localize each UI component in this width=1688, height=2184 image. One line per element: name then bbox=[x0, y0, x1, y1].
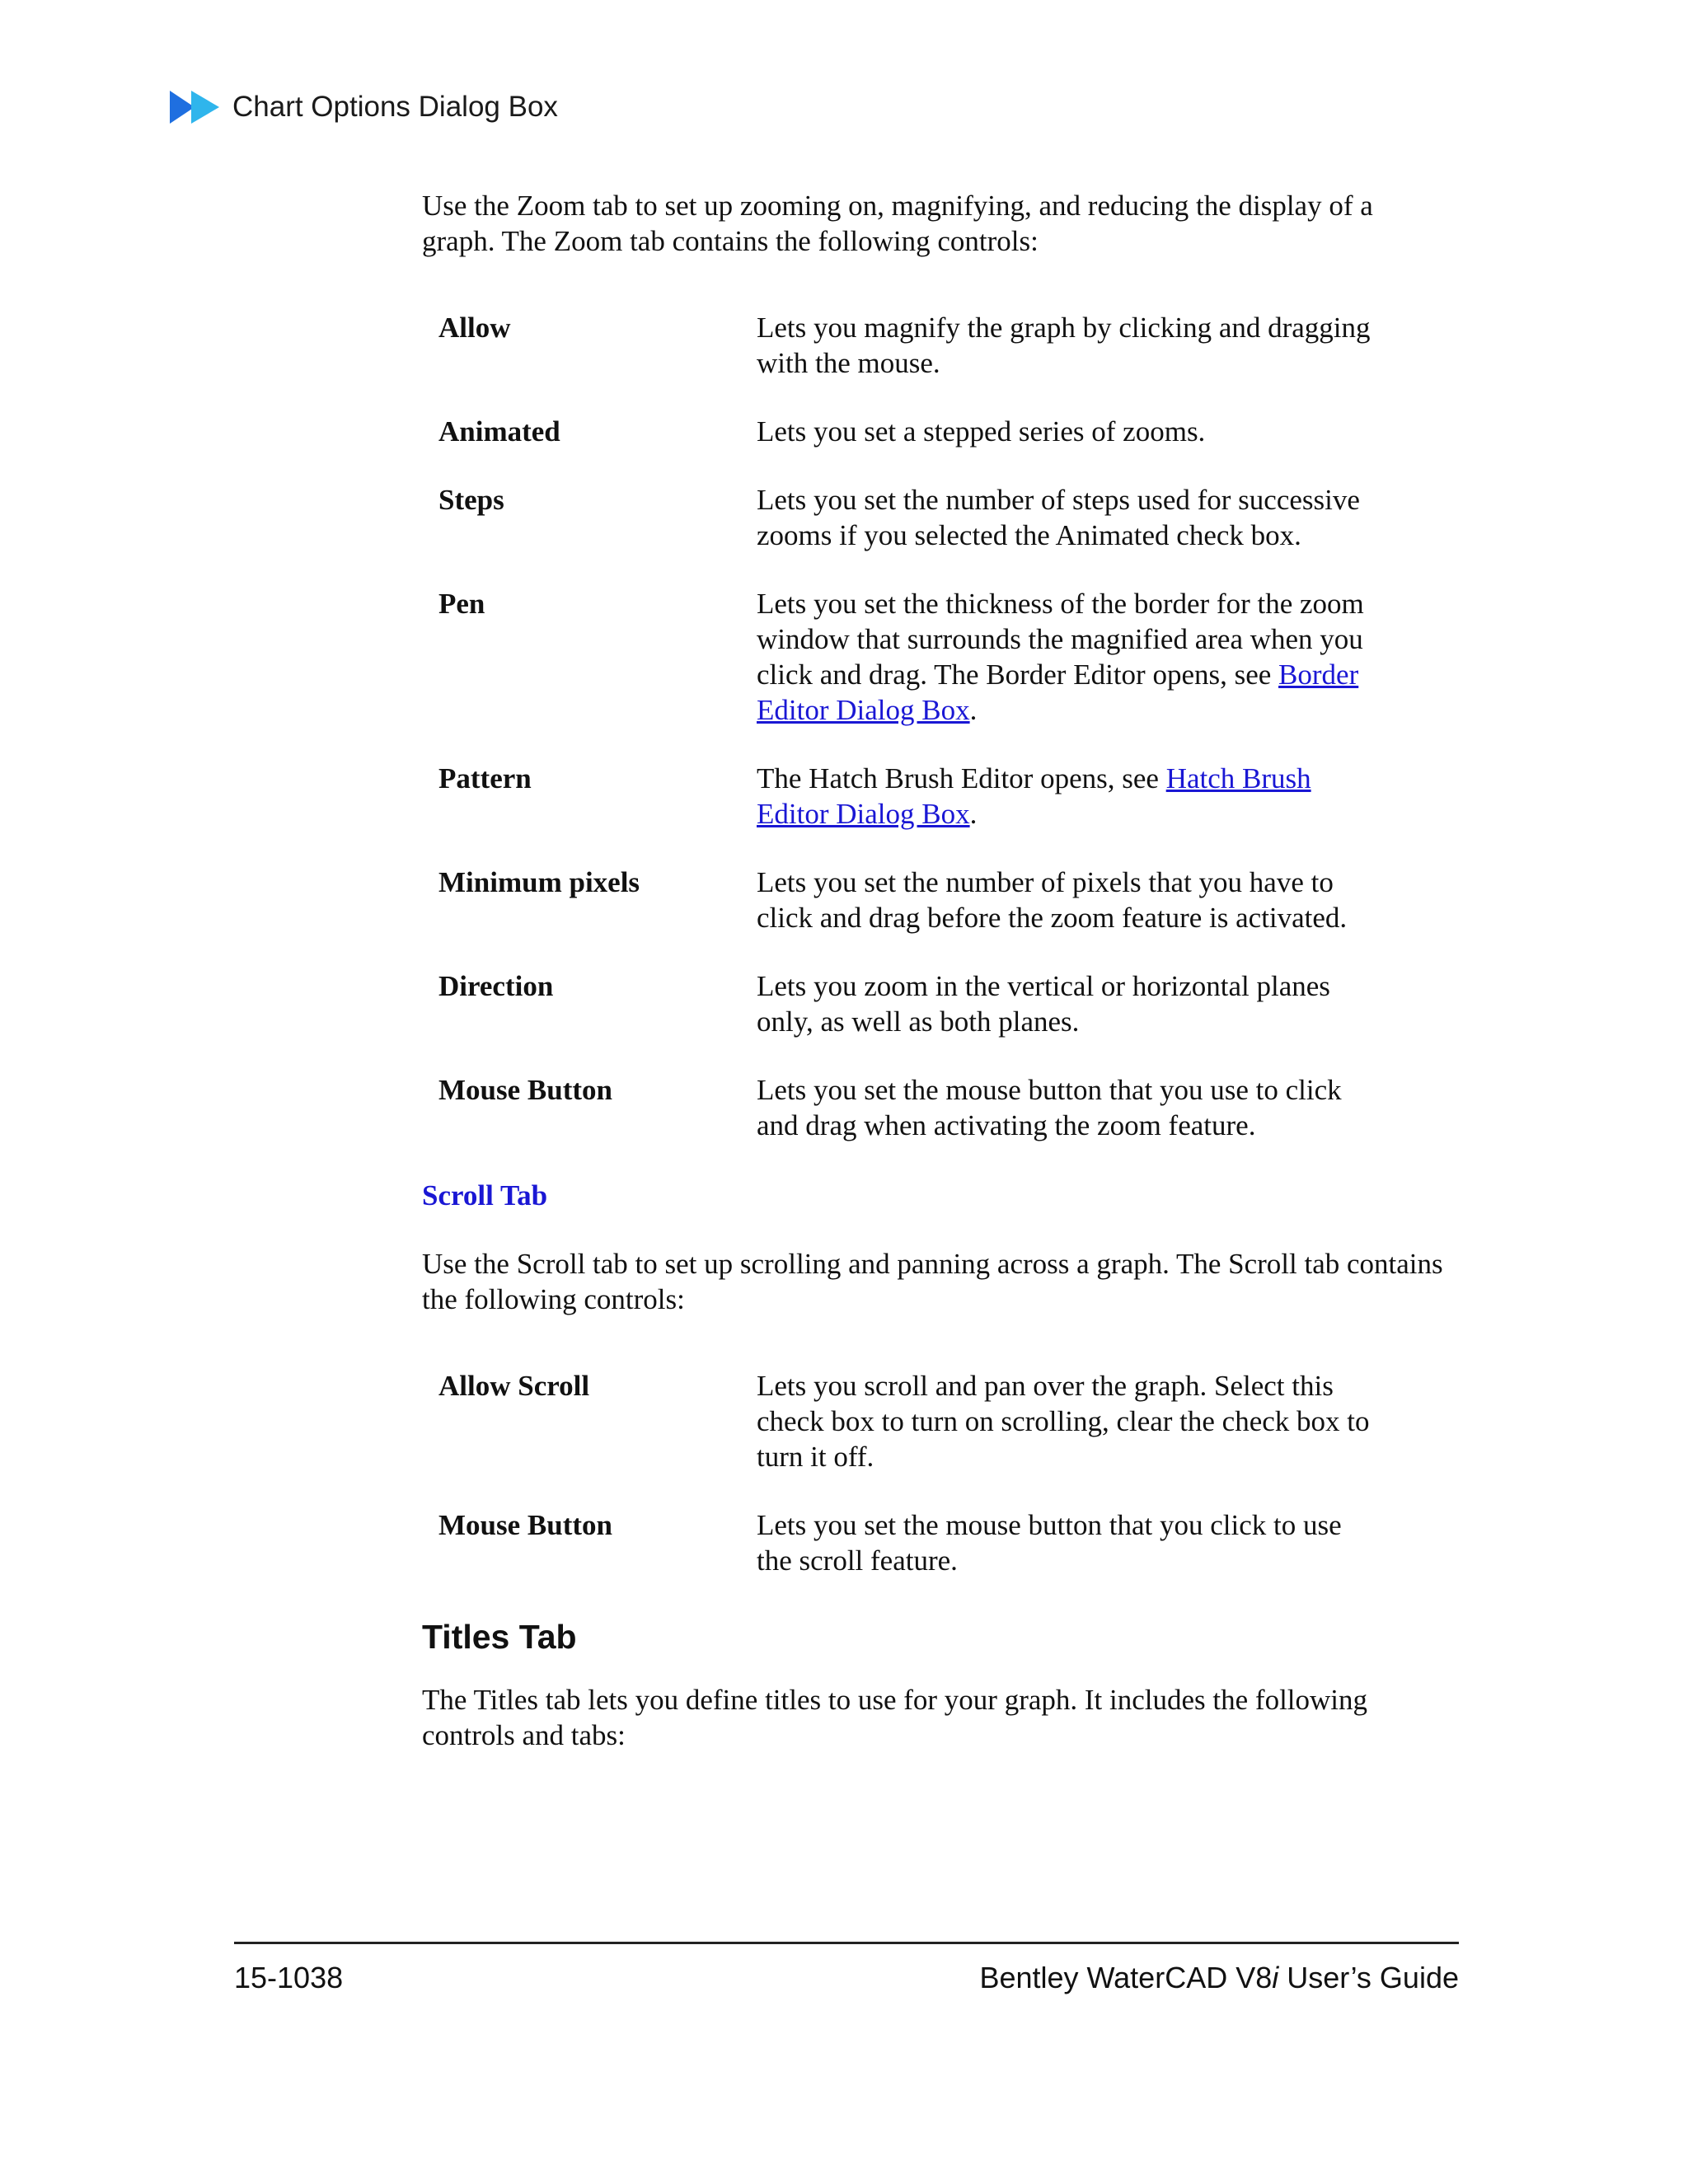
desc-pen-text: Lets you set the thickness of the border for the zoom window that surrounds the magnified area when you click and drag. The Border Editor opens, see bbox=[757, 588, 1364, 691]
term-direction: Direction bbox=[438, 970, 554, 1002]
desc-animated: Lets you set a stepped series of zooms. bbox=[757, 415, 1206, 448]
desc-scroll-mouse-button: Lets you set the mouse button that you click to use the scroll feature. bbox=[757, 1509, 1342, 1577]
table-row bbox=[422, 1072, 1444, 1143]
footer-divider bbox=[234, 1942, 1459, 1944]
table-row bbox=[422, 586, 1444, 728]
term-minimum-pixels: Minimum pixels bbox=[438, 866, 640, 898]
scroll-controls-table bbox=[422, 1368, 1444, 1578]
term-allow-scroll: Allow Scroll bbox=[438, 1370, 590, 1402]
desc-pattern-end: . bbox=[969, 798, 978, 830]
term-animated: Animated bbox=[438, 415, 560, 448]
term-pattern: Pattern bbox=[438, 762, 532, 794]
desc-pattern bbox=[757, 761, 1383, 832]
page-header bbox=[170, 89, 558, 125]
guide-title-prefix: Bentley WaterCAD V8 bbox=[979, 1961, 1273, 1994]
desc-allow: Lets you magnify the graph by clicking and dragging with the mouse. bbox=[757, 312, 1371, 379]
scroll-tab-heading: Scroll Tab bbox=[422, 1179, 548, 1212]
border-editor-link[interactable]: Border Editor Dialog Box bbox=[757, 658, 1359, 726]
term-mouse-button: Mouse Button bbox=[438, 1074, 612, 1106]
titles-tab-heading: Titles Tab bbox=[422, 1618, 577, 1656]
zoom-intro: Use the Zoom tab to set up zooming on, magnifying, and reducing the display of a graph. The Zoom tab contains the following controls: bbox=[422, 190, 1373, 257]
guide-title-italic: i bbox=[1272, 1961, 1279, 1994]
term-steps: Steps bbox=[438, 484, 504, 516]
table-row bbox=[422, 414, 1444, 449]
desc-pen bbox=[757, 586, 1383, 728]
desc-allow-scroll: Lets you scroll and pan over the graph. Select this check box to turn on scrolling, clear the check box to turn it off. bbox=[757, 1370, 1370, 1473]
scroll-intro: Use the Scroll tab to set up scrolling and panning across a graph. The Scroll tab contains the following controls: bbox=[422, 1248, 1443, 1315]
guide-title-suffix: User’s Guide bbox=[1278, 1961, 1459, 1994]
page-number: 15-1038 bbox=[234, 1961, 344, 1994]
term-scroll-mouse-button: Mouse Button bbox=[438, 1509, 612, 1541]
header-title: Chart Options Dialog Box bbox=[232, 91, 558, 123]
desc-pen-end: . bbox=[969, 694, 978, 726]
guide-title bbox=[979, 1960, 1459, 1996]
double-arrow-icon bbox=[170, 89, 221, 125]
zoom-controls-table bbox=[422, 310, 1444, 1143]
desc-steps: Lets you set the number of steps used for successive zooms if you selected the Animated check box. bbox=[757, 484, 1360, 551]
titles-intro: The Titles tab lets you define titles to use for your graph. It includes the following controls and tabs: bbox=[422, 1684, 1368, 1751]
table-row bbox=[422, 310, 1444, 381]
table-row bbox=[422, 968, 1444, 1039]
desc-pattern-text: The Hatch Brush Editor opens, see bbox=[757, 762, 1166, 794]
term-allow: Allow bbox=[438, 312, 511, 344]
term-pen: Pen bbox=[438, 588, 485, 620]
table-row bbox=[422, 761, 1444, 832]
table-row bbox=[422, 865, 1444, 935]
table-row bbox=[422, 1507, 1444, 1578]
table-row bbox=[422, 1368, 1444, 1474]
hatch-brush-editor-link[interactable]: Hatch Brush Editor Dialog Box bbox=[757, 762, 1311, 830]
desc-minimum-pixels: Lets you set the number of pixels that you have to click and drag before the zoom feature is activated. bbox=[757, 866, 1348, 934]
desc-direction: Lets you zoom in the vertical or horizontal planes only, as well as both planes. bbox=[757, 970, 1330, 1038]
desc-mouse-button: Lets you set the mouse button that you use to click and drag when activating the zoom feature. bbox=[757, 1074, 1342, 1141]
main-content bbox=[422, 188, 1444, 1753]
table-row bbox=[422, 482, 1444, 553]
